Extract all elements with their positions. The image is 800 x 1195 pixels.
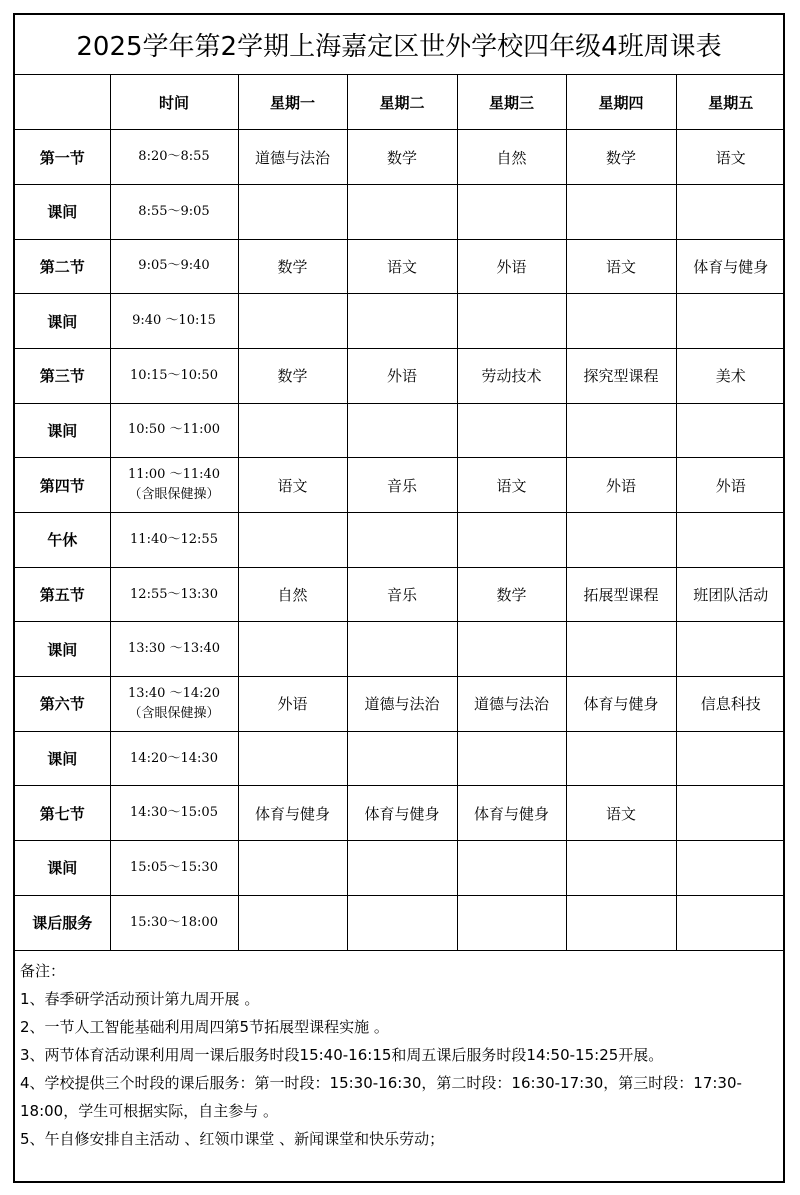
course-cell: 自然 [457,130,566,185]
course-cell [676,513,785,568]
period-label: 第六节 [15,677,110,732]
course-cell: 道德与法治 [347,677,457,732]
course-cell: 信息科技 [676,677,785,732]
course-cell [238,731,347,786]
period-label: 课间 [15,184,110,239]
time-cell [110,567,238,622]
time-range: 13:30 ～13:40 [127,641,221,657]
time-range: 8:20～8:55 [138,149,210,165]
corner-cell [15,75,110,130]
course-cell [676,403,785,458]
course-cell [457,403,566,458]
schedule-row [15,567,785,622]
course-cell [347,184,457,239]
time-cell [110,677,238,732]
schedule-row [15,458,785,513]
period-label: 第四节 [15,458,110,513]
schedule-table [15,75,785,951]
schedule-row [15,622,785,677]
course-cell: 体育与健身 [238,786,347,841]
time-cell [110,895,238,950]
time-range: 14:20～14:30 [130,750,218,766]
course-cell: 体育与健身 [347,786,457,841]
time-cell [110,239,238,294]
course-cell: 数学 [238,239,347,294]
note-item: 4、学校提供三个时段的课后服务：第一时段：15:30-16:30，第二时段：16:30-17:30，第三时段：17:30-18:00，学生可根据实际，自主参与 。 [20,1073,742,1120]
course-cell: 语文 [238,458,347,513]
schedule-row [15,403,785,458]
course-cell [238,513,347,568]
course-cell: 语文 [566,786,676,841]
course-cell: 语文 [347,239,457,294]
time-range: 9:05～9:40 [138,258,210,274]
course-cell: 外语 [457,239,566,294]
schedule-row [15,130,785,185]
course-cell [566,622,676,677]
course-cell [347,841,457,896]
page-title: 2025学年第2学期上海嘉定区世外学校四年级4班周课表 [15,15,783,75]
period-label: 第三节 [15,348,110,403]
day-header-wed: 星期三 [457,75,566,130]
course-cell [347,403,457,458]
time-cell [110,786,238,841]
time-cell [110,348,238,403]
course-cell [566,731,676,786]
course-cell: 体育与健身 [566,677,676,732]
time-cell [110,130,238,185]
period-label: 课间 [15,403,110,458]
schedule-row [15,239,785,294]
course-cell [676,895,785,950]
course-cell [676,294,785,349]
course-cell [347,513,457,568]
period-label: 课间 [15,294,110,349]
notes-heading: 备注： [20,961,66,980]
course-cell: 自然 [238,567,347,622]
day-header-fri: 星期五 [676,75,785,130]
time-range: 15:05～15:30 [130,859,218,875]
course-cell [566,294,676,349]
course-cell [457,622,566,677]
schedule-row [15,513,785,568]
header-row [15,75,785,130]
schedule-row [15,294,785,349]
schedule-row [15,677,785,732]
course-cell [676,184,785,239]
course-cell [347,731,457,786]
course-cell [676,622,785,677]
course-cell [457,841,566,896]
course-cell [238,622,347,677]
course-cell [457,731,566,786]
course-cell [566,895,676,950]
course-cell: 道德与法治 [238,130,347,185]
course-cell: 道德与法治 [457,677,566,732]
course-cell [238,184,347,239]
time-cell [110,622,238,677]
course-cell: 外语 [347,348,457,403]
course-cell [457,184,566,239]
course-cell: 外语 [676,458,785,513]
course-cell [566,403,676,458]
timetable-page [13,13,785,1183]
time-cell [110,513,238,568]
course-cell: 音乐 [347,567,457,622]
course-cell [457,294,566,349]
course-cell: 语文 [457,458,566,513]
course-cell [238,841,347,896]
time-range: 12:55～13:30 [130,586,218,602]
time-cell [110,403,238,458]
schedule-row [15,841,785,896]
course-cell [347,895,457,950]
course-cell [566,513,676,568]
time-cell [110,841,238,896]
schedule-row [15,184,785,239]
course-cell [566,184,676,239]
course-cell: 数学 [347,130,457,185]
course-cell [238,895,347,950]
course-cell [566,841,676,896]
time-header: 时间 [110,75,238,130]
course-cell: 外语 [238,677,347,732]
course-cell: 数学 [238,348,347,403]
course-cell [457,895,566,950]
note-item: 1、春季研学活动预计第九周开展 。 [20,989,260,1008]
note-item: 5、午自修安排自主活动 、红领巾课堂 、新闻课堂和快乐劳动； [20,1129,445,1148]
time-range: 10:15～10:50 [130,367,218,383]
period-label: 课后服务 [15,895,110,950]
period-label: 课间 [15,731,110,786]
period-label: 第五节 [15,567,110,622]
time-cell [110,184,238,239]
period-label: 第二节 [15,239,110,294]
note-item: 3、两节体育活动课利用周一课后服务时段15:40-16:15和周五课后服务时段14:50-15:25开展。 [20,1045,664,1064]
time-cell [110,294,238,349]
course-cell [347,294,457,349]
time-range: 10:50 ～11:00 [127,422,221,438]
time-range: 8:55～9:05 [138,203,210,219]
time-range: 13:40 ～14:20 [127,685,221,701]
course-cell: 体育与健身 [676,239,785,294]
course-cell [457,513,566,568]
period-label: 第一节 [15,130,110,185]
course-cell [238,403,347,458]
period-label: 午休 [15,513,110,568]
schedule-row [15,348,785,403]
time-cell [110,731,238,786]
time-range: 15:30～18:00 [130,914,218,930]
time-range: 14:30～15:05 [130,805,218,821]
course-cell [676,731,785,786]
course-cell: 语文 [566,239,676,294]
time-cell [110,458,238,513]
schedule-row [15,786,785,841]
course-cell: 美术 [676,348,785,403]
period-label: 课间 [15,622,110,677]
course-cell: 外语 [566,458,676,513]
notes-section [15,951,783,1153]
time-range: 9:40 ～10:15 [132,313,216,329]
course-cell [238,294,347,349]
time-range: 11:40～12:55 [130,531,218,547]
period-label: 第七节 [15,786,110,841]
course-cell: 数学 [566,130,676,185]
course-cell [347,622,457,677]
course-cell: 探究型课程 [566,348,676,403]
day-header-tue: 星期二 [347,75,457,130]
course-cell: 音乐 [347,458,457,513]
course-cell: 语文 [676,130,785,185]
day-header-thu: 星期四 [566,75,676,130]
course-cell [676,841,785,896]
schedule-row [15,731,785,786]
schedule-row [15,895,785,950]
time-note: （含眼保健操） [128,487,220,503]
time-note: （含眼保健操） [128,705,220,721]
course-cell: 体育与健身 [457,786,566,841]
course-cell: 班团队活动 [676,567,785,622]
day-header-mon: 星期一 [238,75,347,130]
note-item: 2、一节人工智能基础利用周四第5节拓展型课程实施 。 [20,1017,389,1036]
period-label: 课间 [15,841,110,896]
course-cell: 数学 [457,567,566,622]
time-range: 11:00 ～11:40 [127,467,221,483]
course-cell: 劳动技术 [457,348,566,403]
course-cell [676,786,785,841]
course-cell: 拓展型课程 [566,567,676,622]
